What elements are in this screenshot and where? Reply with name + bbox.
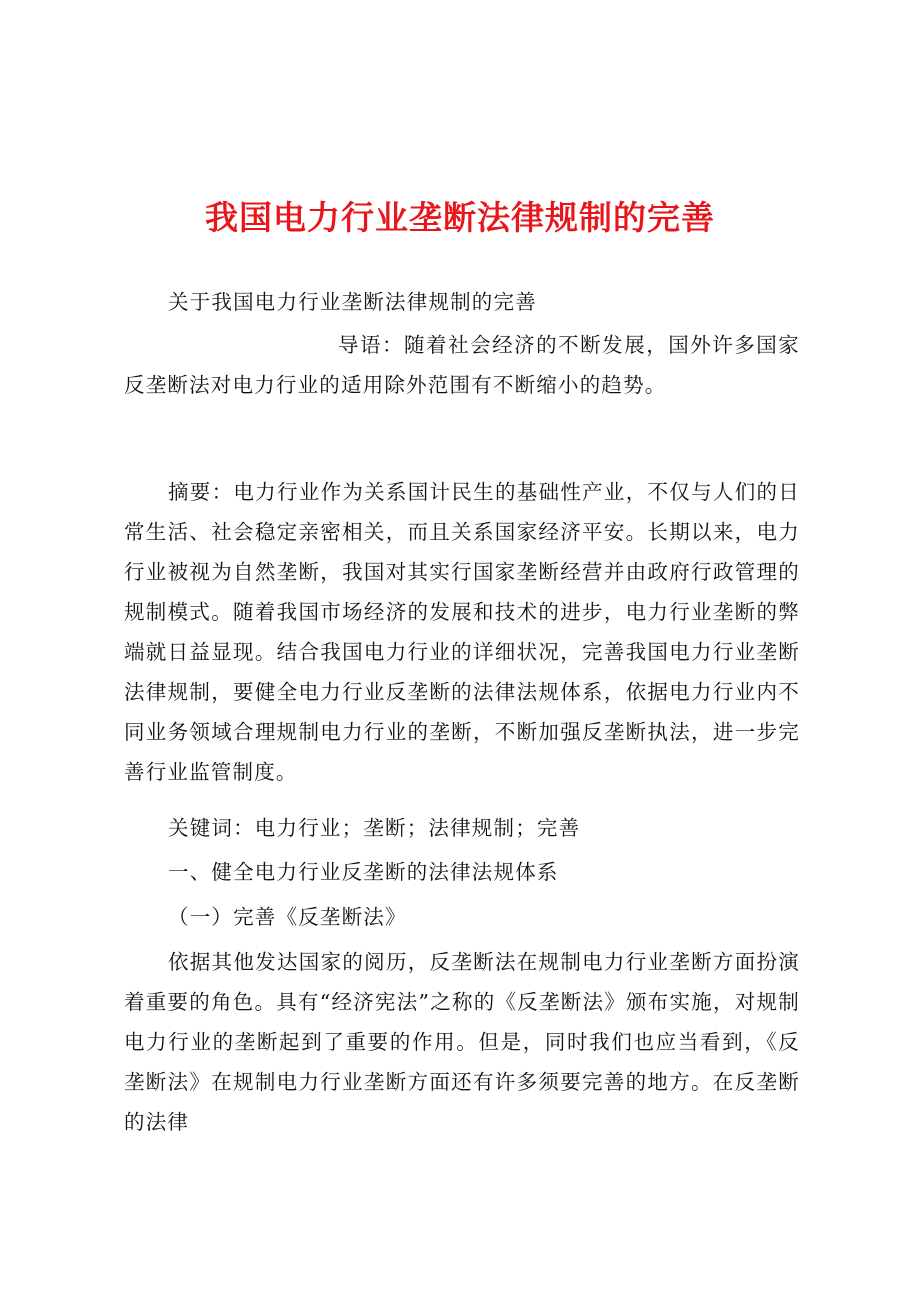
subsection-heading: （一）完善《反垄断法》 [168, 905, 407, 929]
section-heading: 一、健全电力行业反垄断的法律法规体系 [168, 860, 559, 884]
document-title: 我国电力行业垄断法律规制的完善 [205, 198, 715, 237]
keywords-line: 关键词：电力行业；垄断；法律规制；完善 [168, 816, 581, 840]
document-subtitle: 关于我国电力行业垄断法律规制的完善 [168, 290, 537, 314]
body-paragraph: 依据其他发达国家的阅历，反垄断法在规制电力行业垄断方面扮演着重要的角色。具有“经济宪法”之称的《反垄断法》颁布实施，对规制电力行业的垄断起到了重要的作用。但是，同时我们也应当看到，《反垄断法》在规制电力行业垄断方面还有许多须要完善的地方。在反垄断的法律 [124, 950, 800, 1134]
abstract-paragraph: 摘要：电力行业作为关系国计民生的基础性产业，不仅与人们的日常生活、社会稳定亲密相关，而且关系国家经济平安。长期以来，电力行业被视为自然垄断，我国对其实行国家垄断经营并由政府行政管理的规制模式。随着我国市场经济的发展和技术的进步，电力行业垄断的弊端就日益显现。结合我国电力行业的详细状况，完善我国电力行业垄断法律规制，要健全电力行业反垄断的法律法规体系，依据电力行业内不同业务领域合理规制电力行业的垄断，不断加强反垄断执法，进一步完善行业监管制度。 [124, 480, 800, 784]
intro-paragraph: 导语：随着社会经济的不断发展，国外许多国家反垄断法对电力行业的适用除外范围有不断缩小的趋势。 [124, 333, 800, 397]
